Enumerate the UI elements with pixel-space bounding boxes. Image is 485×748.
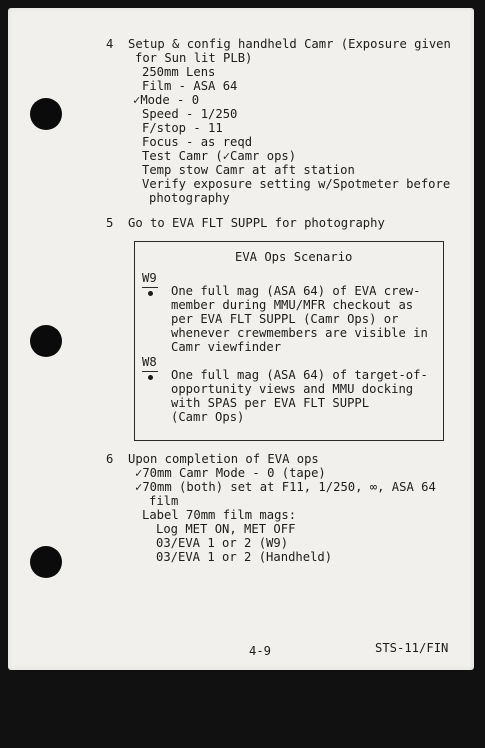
step-text: film	[149, 494, 179, 508]
checklist-page	[8, 8, 474, 670]
scenario-text: whenever crewmembers are visible in	[171, 326, 428, 340]
step-text: Label 70mm film mags:	[142, 508, 297, 522]
tag-underline	[142, 371, 158, 372]
step-text: 03/EVA 1 or 2 (Handheld)	[156, 550, 333, 564]
bullet-icon	[148, 291, 153, 296]
step-text: Setup & config handheld Camr (Exposure given	[128, 37, 451, 51]
step-text: ✓70mm (both) set at F11, 1/250, ∞, ASA 64	[135, 480, 436, 494]
bullet-icon	[148, 375, 153, 380]
scenario-title: EVA Ops Scenario	[235, 250, 353, 264]
scenario-text: member during MMU/MFR checkout as	[171, 298, 414, 312]
scenario-text: Camr viewfinder	[171, 340, 282, 354]
step-text: Film - ASA 64	[142, 79, 238, 93]
scenario-text: One full mag (ASA 64) of target-of-	[171, 368, 428, 382]
step-text: photography	[149, 191, 230, 205]
step-text: Log MET ON, MET OFF	[156, 522, 296, 536]
step-text: 03/EVA 1 or 2 (W9)	[156, 536, 289, 550]
step-text: 250mm Lens	[142, 65, 216, 79]
step-number: 4	[106, 37, 114, 51]
step-text: Temp stow Camr at aft station	[142, 163, 355, 177]
scenario-text: with SPAS per EVA FLT SUPPL	[171, 396, 370, 410]
step-text: Upon completion of EVA ops	[128, 452, 319, 466]
tag-underline	[142, 287, 158, 288]
step-number: 5	[106, 216, 114, 230]
scenario-text: (Camr Ops)	[171, 410, 245, 424]
document-id: STS-11/FIN	[375, 641, 449, 655]
step-text: Go to EVA FLT SUPPL for photography	[128, 216, 385, 230]
step-text: ✓Mode - 0	[133, 93, 200, 107]
step-text: Verify exposure setting w/Spotmeter before	[142, 177, 451, 191]
step-text: for Sun lit PLB)	[135, 51, 253, 65]
step-text: Focus - as reqd	[142, 135, 253, 149]
step-text: Speed - 1/250	[142, 107, 238, 121]
scenario-tag: W8	[142, 355, 157, 369]
scenario-tag: W9	[142, 271, 157, 285]
scenario-text: One full mag (ASA 64) of EVA crew-	[171, 284, 421, 298]
scenario-box	[134, 241, 444, 441]
step-number: 6	[106, 452, 114, 466]
step-text: ✓70mm Camr Mode - 0 (tape)	[135, 466, 326, 480]
scenario-text: per EVA FLT SUPPL (Camr Ops) or	[171, 312, 399, 326]
scenario-text: opportunity views and MMU docking	[171, 382, 414, 396]
scenario-box-bottom-border	[134, 440, 444, 441]
page-number: 4-9	[249, 644, 272, 658]
step-text: F/stop - 11	[142, 121, 223, 135]
step-text: Test Camr (✓Camr ops)	[142, 149, 297, 163]
